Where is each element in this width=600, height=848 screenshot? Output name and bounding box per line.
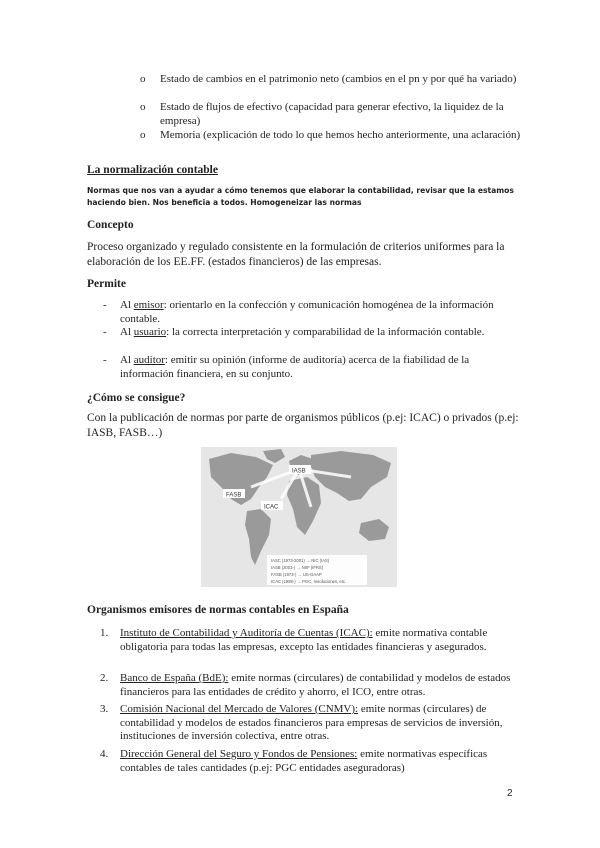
bullet-marker: o: [140, 129, 146, 141]
item-text: : orientarlo en la confección y comunicación homogénea de la información contable.: [120, 299, 494, 325]
label-icac: ICAC: [264, 504, 279, 511]
term-emisor: emisor: [133, 299, 164, 311]
list-item-text: Estado de cambios en el patrimonio neto (cambios en el pn y por qué ha variado): [160, 73, 517, 85]
organism-text: emite normativas específicas contables de tales cantidades (p.ej: PGC entidades aseguradoras): [120, 748, 488, 774]
dash-marker: -: [103, 326, 107, 338]
organism-name: Dirección General del Seguro y Fondos de Pensiones:: [120, 748, 358, 760]
dash-marker: -: [103, 299, 107, 311]
organism-text: emite normativa contable obligatoria para todas las empresas, excepto las entidades financieras y asegurados.: [120, 627, 488, 653]
number-marker: 3.: [100, 703, 109, 715]
bullet-marker: o: [140, 101, 146, 113]
organism-text: emite normas (circulares) de contabilidad y modelos de estados financieros para empresas de servicios de inversión, instituciones de inversión colectiva, entre otras.: [120, 703, 503, 742]
organism-name: Instituto de Contabilidad y Auditoría de Cuentas (ICAC):: [120, 627, 373, 639]
section-heading-consigue: ¿Cómo se consigue?: [87, 392, 186, 404]
term-usuario: usuario: [133, 326, 167, 338]
legend-entry: FASB (1973-) → US-GAAP: [271, 572, 322, 577]
bullet-marker: o: [140, 73, 146, 85]
dash-marker: -: [103, 354, 107, 366]
number-marker: 2.: [100, 672, 109, 684]
list-item: [103, 299, 523, 326]
item-prefix: Al: [120, 299, 134, 311]
organism-text: emite normas (circulares) de contabilidad y modelos de estados financieros para las entidades de crédito y ahorro, el ICO, entre otras.: [120, 672, 511, 698]
list-item: [100, 627, 525, 654]
normalizacion-note: Normas que nos van a ayudar a cómo tenemos que elaborar la contabilidad, revisar que la estamos haciendo bien. Nos beneficia a todos. Homogeneizar las normas: [87, 186, 514, 207]
list-item-text: Estado de flujos de efectivo (capacidad para generar efectivo, la liquidez de la empresa): [160, 101, 504, 127]
list-item: [100, 672, 525, 699]
list-item: [103, 326, 523, 340]
legend-entry: IASB (2001-) → NIIF (IFRS): [271, 565, 324, 570]
term-auditor: auditor: [133, 354, 165, 366]
section-heading-organismos: Organismos emisores de normas contables en España: [87, 604, 349, 616]
list-item: [140, 72, 530, 86]
list-item: [140, 100, 530, 128]
item-prefix: Al: [120, 326, 134, 338]
organism-name: Comisión Nacional del Mercado de Valores (CNMV):: [120, 703, 359, 715]
world-map-figure: [201, 447, 397, 587]
item-text: : emitir su opinión (informe de auditoría) acerca de la fiabilidad de la información financiera, en su conjunto.: [120, 354, 470, 380]
list-item: [140, 128, 530, 142]
legend-entry: IASC (1973-2001) → NIC (IAS): [271, 558, 330, 563]
page-number: 2: [507, 788, 513, 799]
label-iasb: IASB: [292, 468, 306, 475]
list-item: [103, 354, 523, 381]
label-fasb: FASB: [226, 492, 242, 499]
concepto-text: Proceso organizado y regulado consistente en la formulación de criterios uniformes para la elaboración de los EE.FF. (estados financieros) de las empresas.: [87, 241, 505, 268]
item-text: : la correcta interpretación y comparabilidad de la información contable.: [166, 326, 485, 338]
consigue-text: Con la publicación de normas por parte de organismos públicos (p.ej: ICAC) o privados (p.ej: IASB, FASB…): [87, 412, 519, 439]
list-item: [100, 748, 525, 775]
section-heading-normalizacion: La normalización contable: [87, 164, 218, 176]
list-item: [100, 703, 525, 744]
section-heading-permite: Permite: [87, 278, 126, 290]
section-heading-concepto: Concepto: [87, 219, 134, 231]
number-marker: 1.: [100, 627, 109, 639]
item-prefix: Al: [120, 354, 134, 366]
organism-name: Banco de España (BdE):: [120, 672, 229, 684]
number-marker: 4.: [100, 748, 109, 760]
legend-entry: ICAC (1988-) → PGC, resoluciones, etc.: [271, 579, 347, 584]
list-item-text: Memoria (explicación de todo lo que hemos hecho anteriormente, una aclaración): [160, 129, 521, 141]
